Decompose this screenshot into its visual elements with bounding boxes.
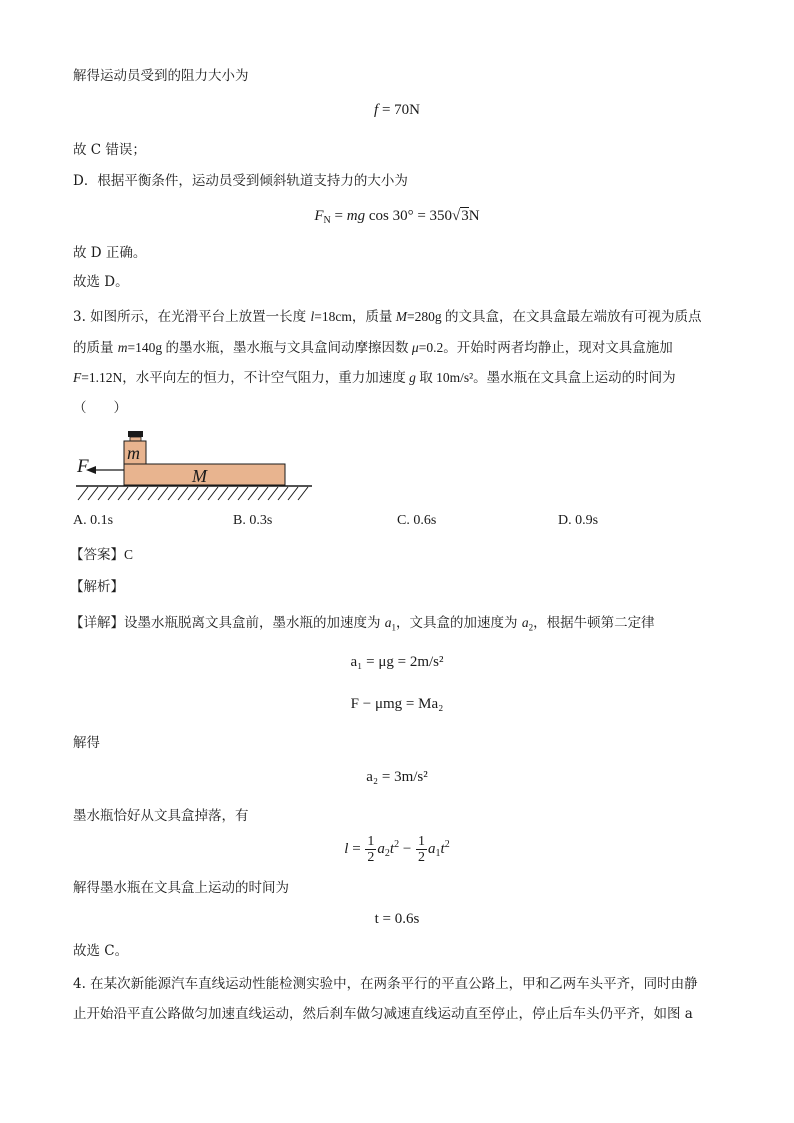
force-arrow (86, 466, 124, 474)
ground-hatching (76, 486, 312, 500)
option-c: C. 0.6s (397, 513, 437, 528)
symbol-mg: mg (346, 208, 366, 224)
text-line: 墨水瓶恰好从文具盒掉落，有 (73, 808, 249, 824)
analysis-tag: 【解析】 (70, 579, 124, 595)
q3-var-g: g (409, 370, 416, 385)
fraction-half (416, 834, 427, 865)
fraction-num: 1 (367, 834, 375, 850)
cos-term: cos 30° = 350 (365, 208, 453, 224)
q3-var-M: M (395, 309, 407, 324)
answer-tag: 【答案】 (70, 547, 124, 563)
fraction-den: 2 (367, 850, 375, 866)
label-F: F (77, 456, 89, 477)
option-d: D. 0.9s (558, 513, 599, 528)
unit: N (468, 208, 480, 224)
detail-tag: 【详解】 (70, 615, 124, 631)
bottle-neck (130, 437, 141, 441)
detail-line (70, 613, 655, 638)
bottle-cap (128, 431, 143, 437)
detail-text: ，文具盒的加速度为 (396, 615, 522, 631)
q3-text: =1.12N，水平向左的恒力，不计空气阻力，重力加速度 (81, 370, 410, 385)
text-line: 解得墨水瓶在文具盒上运动的时间为 (73, 880, 289, 896)
symbol-F: F (314, 208, 324, 224)
label-m: m (127, 443, 140, 463)
question-3-line-1 (73, 307, 701, 327)
q3-text: 取 10m/s²。墨水瓶在文具盒上运动的时间为 (415, 370, 676, 385)
q3-text: 3. 如图所示，在光滑平台上放置一长度 (73, 309, 311, 325)
equation-rhs: = 70N (378, 102, 420, 118)
text-line: 故 C 错误； (73, 142, 146, 158)
text-line: 故 D 正确。 (73, 245, 147, 261)
text-line: 故选 C。 (73, 943, 129, 959)
equals: = (330, 208, 347, 224)
fraction-den: 2 (418, 850, 426, 866)
label-M: M (192, 466, 207, 486)
equation-newton: F − μmg = Ma₂ (350, 696, 444, 712)
answer-line (70, 545, 133, 565)
equation-time: t = 0.6s (374, 911, 420, 927)
text-line: D．根据平衡条件，运动员受到倾斜轨道支持力的大小为 (73, 173, 408, 189)
q3-text: =280g 的文具盒，在文具盒最左端放有可视为质点 (406, 309, 702, 324)
question-4-line-2: 止开始沿平直公路做匀加速直线运动，然后刹车做匀减速直线运动直至停止，停止后车头仍平齐，如图 a (73, 1006, 693, 1022)
q3-text: 的质量 (73, 340, 118, 356)
option-b: B. 0.3s (233, 513, 273, 528)
text-line: 故选 D。 (73, 274, 129, 290)
fraction-num: 1 (418, 834, 426, 850)
equation-a2: a₂ = 3m/s² (366, 769, 428, 785)
q3-text: =140g 的墨水瓶，墨水瓶与文具盒间动摩擦因数 (127, 340, 412, 355)
symbol-f: f (374, 102, 379, 118)
question-3-bracket: （ ） (73, 400, 127, 416)
detail-text: ，根据牛顿第二定律 (533, 615, 655, 631)
equation-normal-force: $F_N$ = mg cos 30° = 350√3N (314, 208, 480, 226)
question-3-line-2 (73, 338, 673, 358)
equation-a1: a₁ = μg = 2m/s² (350, 654, 444, 670)
q3-var-m: m (117, 340, 128, 355)
fraction-half (365, 834, 376, 865)
question-4-line-1: 4. 在某次新能源汽车直线运动性能检测实验中，在两条平行的平直公路上，甲和乙两车头平齐，同时由静 (73, 976, 698, 992)
equation-displacement: l = $\frac{1}{2}$ $a_2t^2$ − $\frac{1}{2}$ $a_1t^2$ (344, 834, 450, 866)
equation-friction (0, 99, 794, 121)
subscript: N (323, 215, 331, 226)
symbol-l: l (344, 841, 349, 857)
q3-text: =0.2。开始时两者均静止，现对文具盒施加 (418, 340, 673, 355)
answer-value: C (124, 547, 134, 562)
question-3-line-3 (73, 368, 676, 388)
q3-text: =18cm，质量 (314, 309, 396, 324)
var-a2: $a_2$ (521, 615, 534, 633)
detail-text: 设墨水瓶脱离文具盒前，墨水瓶的加速度为 (124, 615, 385, 631)
option-a: A. 0.1s (73, 513, 114, 528)
var-a1: $a_1$ (384, 615, 397, 633)
figure-block-diagram (70, 424, 320, 506)
q3-var-mu: μ (411, 340, 419, 355)
sqrt-radicand: 3 (461, 208, 469, 224)
q3-var-l: l (310, 309, 315, 324)
q3-var-F: F (73, 370, 82, 385)
text-line: 解得运动员受到的阻力大小为 (73, 68, 249, 84)
text-line: 解得 (73, 735, 100, 751)
